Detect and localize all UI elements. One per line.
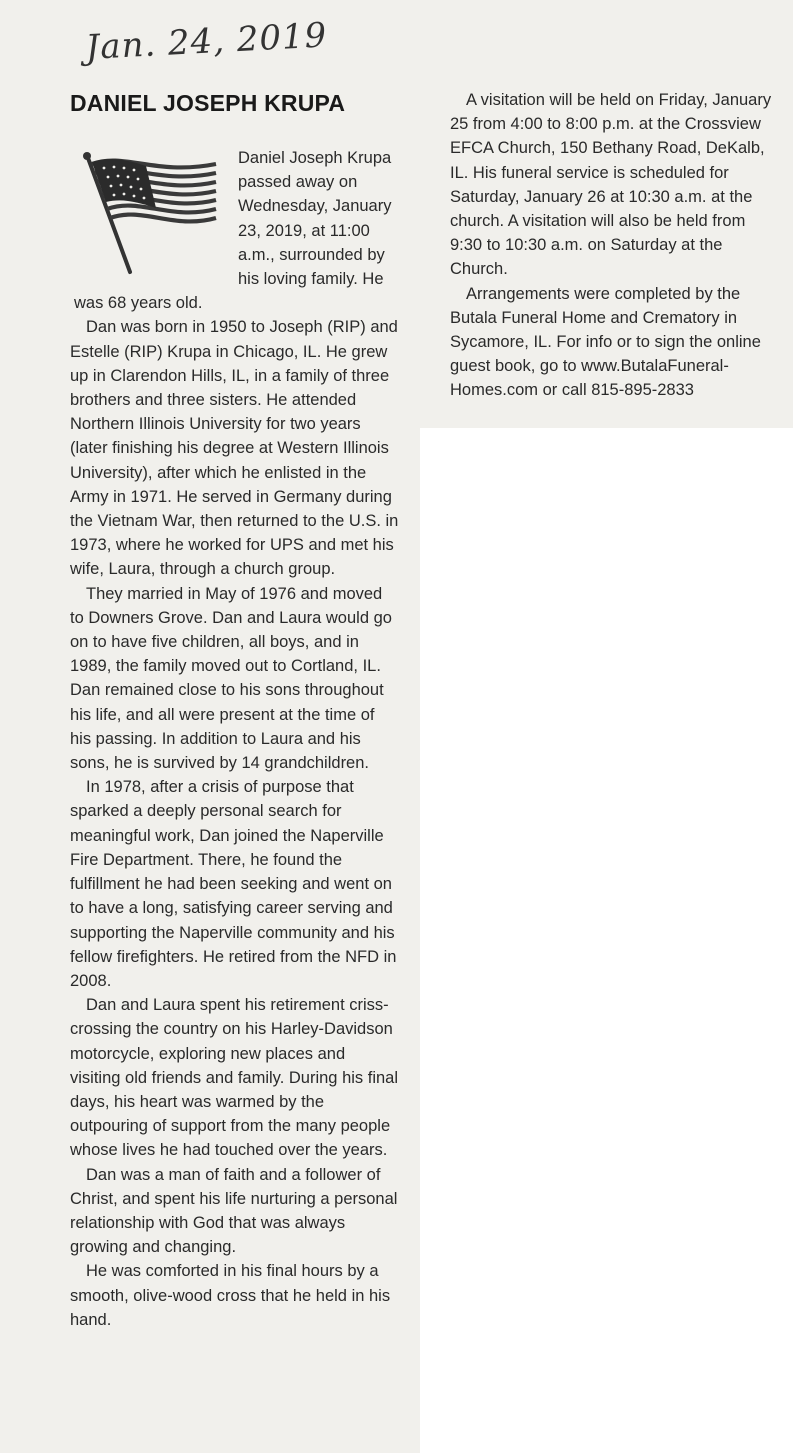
paragraph-retirement: Dan and Laura spent his retirement criss-crossing the country on his Harley-Davidson motorcycle, exploring new places and visiting old friends and family. During his final days, his heart was warmed by the outpouring of support from the many people whose lives he had touched over the years. xyxy=(70,996,399,1160)
american-flag-icon xyxy=(70,146,232,276)
paragraph-faith: Dan was a man of faith and a follower of Christ, and spent his life nurturing a personal relationship with God that was always growing and changing. xyxy=(70,1165,398,1257)
intro-paragraph: Daniel Joseph Krupa passed away on Wednesday, January 23, 2019, at 11:00 a.m., surrounded by his loving family. He was 68 years old. xyxy=(74,149,392,313)
obituary-headline: DANIEL JOSEPH KRUPA xyxy=(70,90,346,116)
left-column xyxy=(70,146,400,1332)
paragraph-visitation: A visitation will be held on Friday, January 25 from 4:00 to 8:00 p.m. at the Crossview EFCA Church, 150 Bethany Road, DeKalb, IL. His funeral service is scheduled for Saturday, January 26 at 10:30 a.m. at the church. A visitation will also be held from 9:30 to 10:30 a.m. on Saturday at the Church. xyxy=(450,91,772,279)
right-column xyxy=(450,88,775,403)
handwritten-date: Jan. 24, 2019 xyxy=(84,15,329,69)
paragraph-career: In 1978, after a crisis of purpose that sparked a deeply personal search for meaningful work, Dan joined the Naperville Fire Department. There, he found the fulfillment he had been seeking and went on to have a long, satisfying career serving and supporting the Naperville community and his fellow firefighters. He retired from the NFD in 2008. xyxy=(70,778,397,990)
paragraph-final-hours: He was comforted in his final hours by a smooth, olive-wood cross that he held in his hand. xyxy=(70,1262,391,1329)
paragraph-arrangements: Arrangements were completed by the Butala Funeral Home and Crematory in Sycamore, IL. For info or to sign the online guest book, go to www.ButalaFuneral-Homes.com or call 815-895-2833 xyxy=(450,284,761,400)
paragraph-family: They married in May of 1976 and moved to Downers Grove. Dan and Laura would go on to have five children, all boys, and in 1989, the family moved out to Cortland, IL. Dan remained close to his sons throughout his life, and all were present at the time of his passing. In addition to Laura and his sons, he is survived by 14 grandchildren. xyxy=(70,584,392,773)
paragraph-early-life: Dan was born in 1950 to Joseph (RIP) and Estelle (RIP) Krupa in Chicago, IL. He grew up in Clarendon Hills, IL, in a family of three brothers and three sisters. He attended Northern Illinois University for two years (later finishing his degree at Western Illinois University), after which he enlisted in the Army in 1971. He served in Germany during the Vietnam War, then returned to the U.S. in 1973, where he worked for UPS and met his wife, Laura, through a church group. xyxy=(70,318,399,579)
